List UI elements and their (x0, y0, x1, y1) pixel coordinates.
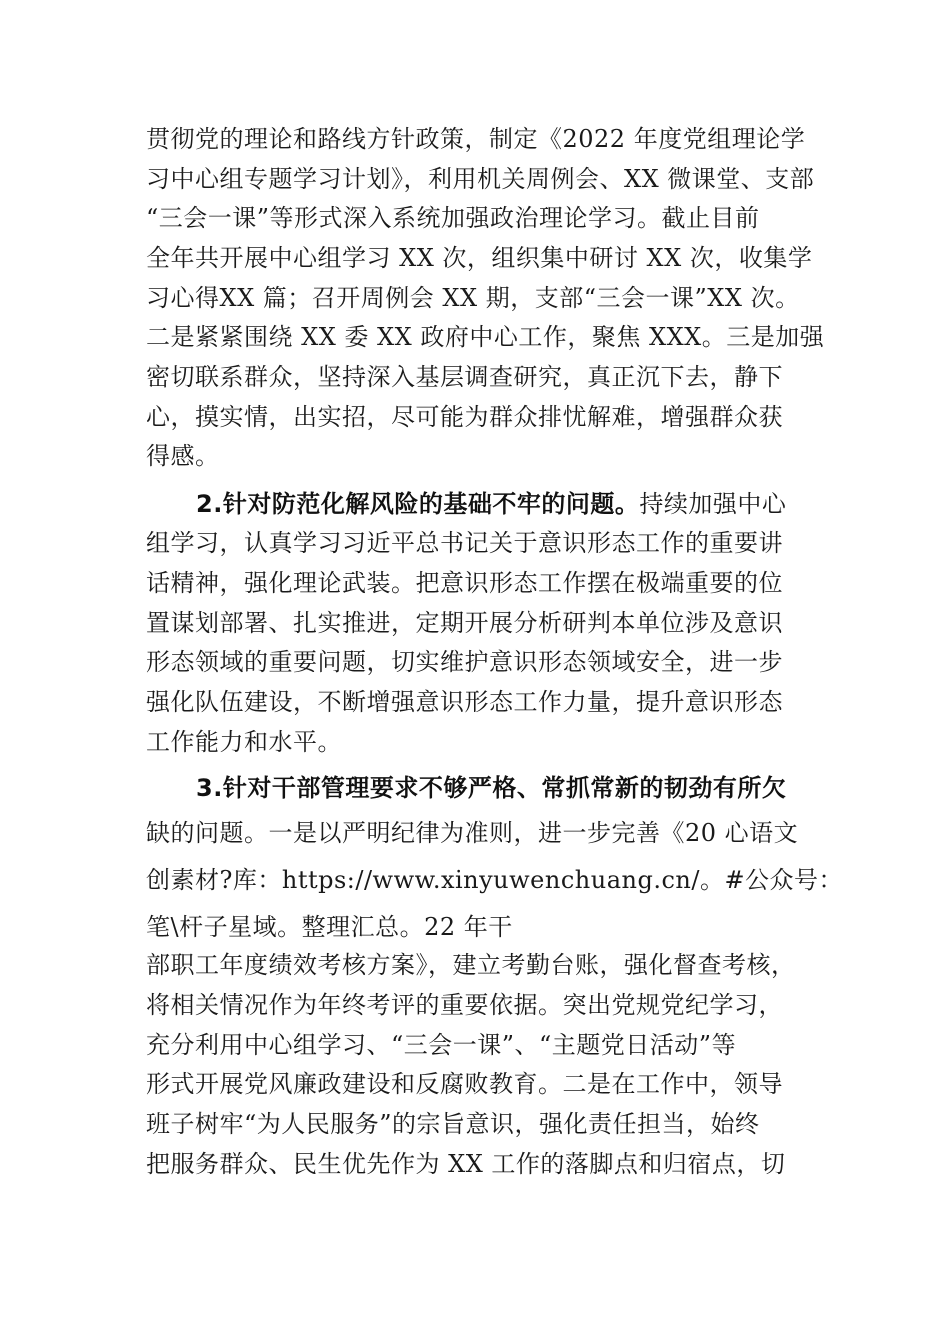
section-2-heading: 2.针对防范化解风险的基础不牢的问题。 (196, 490, 640, 518)
paragraph-line: 缺的问题。一是以严明纪律为准则，进一步完善《20 心语文 (146, 819, 799, 847)
section-2-first-rest: 持续加强中心 (639, 490, 787, 518)
paragraph-line: 工作能力和水平。 (146, 728, 342, 756)
paragraph-line: 充分利用中心组学习、“三会一课”、“主题党日活动”等 (146, 1031, 737, 1059)
paragraph-line: 把服务群众、民生优先作为 XX 工作的落脚点和归宿点，切 (146, 1150, 786, 1178)
paragraph-line: 形态领域的重要问题，切实维护意识形态领域安全，进一步 (146, 648, 783, 676)
paragraph-line: “三会一课”等形式深入系统加强政治理论学习。截止目前 (146, 204, 760, 232)
paragraph-line: 组学习，认真学习习近平总书记关于意识形态工作的重要讲 (146, 529, 783, 557)
paragraph-line: 贯彻党的理论和路线方针政策，制定《2022 年度党组理论学 (146, 125, 806, 153)
paragraph-line: 强化队伍建设，不断增强意识形态工作力量，提升意识形态 (146, 688, 783, 716)
paragraph-line: 习中心组专题学习计划》，利用机关周例会、XX 微课堂、支部 (146, 165, 815, 193)
paragraph-line: 形式开展党风廉政建设和反腐败教育。二是在工作中，领导 (146, 1070, 783, 1098)
paragraph-line: 部职工年度绩效考核方案》，建立考勤台账，强化督查考核， (146, 951, 796, 979)
paragraph-line: 二是紧紧围绕 XX 委 XX 政府中心工作，聚焦 XXX。三是加强 (146, 323, 825, 351)
paragraph-line: 习心得XX 篇；召开周例会 XX 期，支部“三会一课”XX 次。 (146, 284, 800, 312)
paragraph-line: 话精神，强化理论武装。把意识形态工作摆在极端重要的位 (146, 569, 783, 597)
paragraph-line: 置谋划部署、扎实推进，定期开展分析研判本单位涉及意识 (146, 609, 783, 637)
section-2-first-line (196, 489, 786, 519)
paragraph-line: 将相关情况作为年终考评的重要依据。突出党规党纪学习， (146, 991, 783, 1019)
paragraph-line: 全年共开展中心组学习 XX 次，组织集中研讨 XX 次，收集学 (146, 244, 813, 272)
paragraph-line: 得感。 (146, 442, 220, 470)
paragraph-line: 密切联系群众，坚持深入基层调查研究，真正沉下去，静下 (146, 363, 783, 391)
paragraph-line: 笔\杆子星域。整理汇总。22 年干 (146, 913, 513, 941)
paragraph-line: 创素材?库：https://www.xinyuwenchuang.cn/。#公众号： (146, 866, 844, 894)
paragraph-line: 班子树牢“为人民服务”的宗旨意识，强化责任担当，始终 (146, 1110, 760, 1138)
paragraph-line: 心，摸实情，出实招，尽可能为群众排忧解难，增强群众获 (146, 403, 783, 431)
section-3-heading: 3.针对干部管理要求不够严格、常抓常新的韧劲有所欠 (196, 774, 787, 802)
